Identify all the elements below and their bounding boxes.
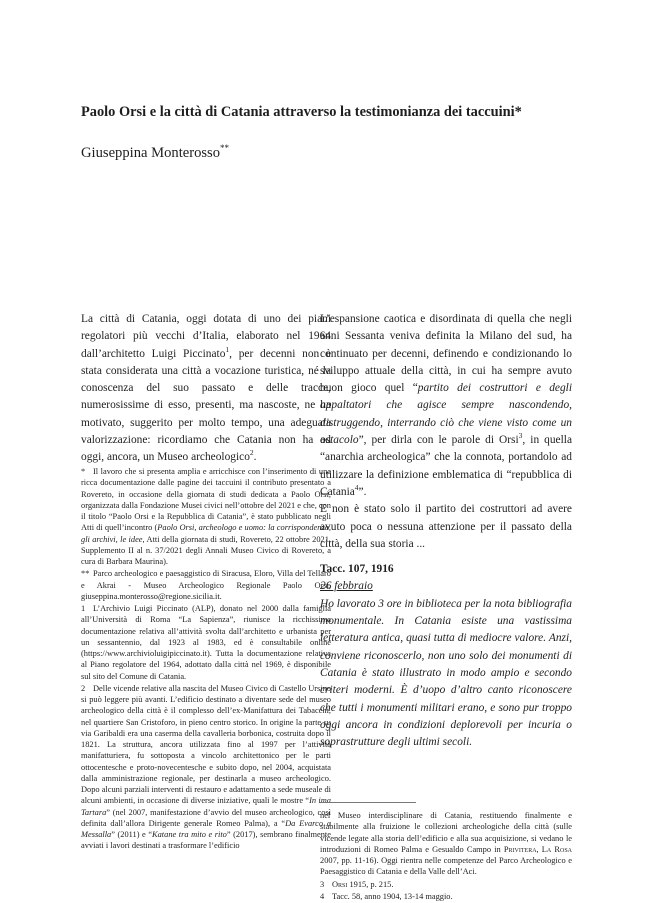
footnote-mark: 4 bbox=[320, 891, 325, 901]
body-paragraph: E non è stato solo il partito dei costruttori ad avere avuto poca o nessuna attenzione per il passato della città, della sua storia ... bbox=[320, 503, 572, 550]
text-run: ” (nel 2007, manifestazione d’avvio del museo archeologico, così definita dall’allora Dirigente generale Romeo Palma), a “ bbox=[81, 807, 331, 828]
text-run: Parco archeologico e paesaggistico di Siracusa, Eloro, Villa del Tellaro e Akrai - Museo Archeologico Regionale Paolo Orsi, giuseppina.monterosso@regione.sicilia.it. bbox=[81, 569, 331, 601]
italic-title: Paolo Orsi, archeologo e uomo: la corrispondenza, gli archivi, le idee bbox=[81, 523, 331, 544]
footnote-2 bbox=[81, 683, 331, 852]
text-run: ”, per dirla con le parole di Orsi bbox=[358, 434, 519, 447]
paper-title: Paolo Orsi e la città di Catania attraverso la testimonianza dei taccuini* bbox=[81, 104, 522, 120]
text-run: ”. bbox=[358, 485, 367, 498]
text-run: ” (2017), sembrano finalmente avviati i lavori destinati a trasformare l’edificio bbox=[81, 830, 331, 851]
footnote-ref-4[interactable]: 4 bbox=[354, 483, 359, 493]
footnote-mark: * bbox=[81, 467, 86, 476]
body-column-left bbox=[81, 311, 331, 467]
italic-title: In ima Tartara bbox=[81, 796, 331, 817]
text-run: , in quella “anarchia archeologica” che la connota, portandolo ad utilizzare la definizione emblematica di “repubblica di Catania bbox=[320, 434, 572, 498]
text-run: L’Archivio Luigi Piccinato (ALP), donato nel 2000 dalla famiglia all’Università di Roma “La Sapienza”, riunisce la ricchissima documentazione relativa all’attività svolta dall’architetto e urbanista per un sessantennio, dal 1923 al 1983, ed è consultabile online (https://www.archivioluigipiccinato.it). Tutta la documentazione relativa al Piano regolatore del 1964, adottato dalla città nel 1969, è disponibile sul sito del Comune di Catania. bbox=[81, 604, 331, 681]
footnotes-left bbox=[81, 466, 331, 853]
footnote-1 bbox=[81, 603, 331, 682]
text-run: . bbox=[253, 451, 257, 464]
footnote-star bbox=[81, 466, 331, 567]
footnote-2-continued bbox=[320, 810, 572, 878]
text-run: La città di Catania, oggi dotata di uno dei piani regolatori più vecchi d’Italia, elaborato nel 1964 dall’architetto Luigi Piccinato bbox=[81, 313, 331, 360]
italic-title: Da Evarco a Messalla bbox=[81, 818, 332, 839]
author-text: Giuseppina Monterosso bbox=[81, 145, 221, 161]
footnotes-right bbox=[320, 810, 572, 903]
text-run: 1915, p. 215. bbox=[347, 879, 394, 889]
footnote-ref-3[interactable]: 3 bbox=[518, 431, 523, 441]
footnote-double-star bbox=[81, 568, 331, 602]
cited-author: Orsi bbox=[332, 879, 348, 889]
footnote-mark: 2 bbox=[81, 683, 86, 693]
body-column-right bbox=[320, 311, 572, 751]
footnote-4 bbox=[320, 891, 572, 902]
footnote-mark: 1 bbox=[81, 604, 86, 613]
cited-authors: Privitera, La Rosa bbox=[503, 844, 572, 854]
body-paragraph bbox=[320, 311, 572, 501]
footnote-separator bbox=[320, 802, 416, 803]
notebook-entry-text: Ho lavorato 3 ore in biblioteca per la nota bibliografia monumentale. In Catania esiste una vastissima letteratura antica, quasi tutta di mediocre valore. Anzi, conviene riconoscerlo, non uno solo dei monumenti di Catania è stato illustrato in modo ampio e secondo criteri moderni. È d’uopo d’altro canto riconoscere che tutti i monumenti militari erano, e sono pur troppo oggi ancora in condizioni deplorevoli per incuria o soprastrutture degli ultimi secoli. bbox=[320, 597, 572, 749]
footnote-mark: 3 bbox=[320, 879, 325, 889]
notebook-entry-date: 26 febbraio bbox=[320, 580, 373, 593]
author-footnote-mark: ** bbox=[220, 143, 230, 154]
footnote-3 bbox=[320, 879, 572, 890]
text-run: 2007, pp. 11-16). Oggi rientra nelle competenze del Parco Archeologico e Paesaggistico di Catania e della Valle dell’Aci. bbox=[320, 856, 572, 877]
text-run: , per decenni non è stata considerata una città a vocazione turistica, né la conoscenza del suo passato e delle tracce, numerosissime di esso, presenti, ma nascoste, ne ha motivato, suggerito per molto tempo, una adeguata valorizzazione: ricordiamo che Catania non ha ad oggi, ancora, un Museo archeologico bbox=[81, 347, 331, 464]
text-run: L’espansione caotica e disordinata di quella che negli anni Sessanta veniva definita la Milano del sud, ha continuato per decenni, definendo e condizionando lo sviluppo attuale della città, in cui ha sempre avuto buon gioco quel “ bbox=[320, 313, 572, 395]
footnote-ref-1[interactable]: 1 bbox=[225, 344, 230, 354]
italic-title: Katane tra mito e rito bbox=[152, 830, 227, 839]
italic-quote: partito dei costruttori e degli appaltatori che agisce sempre nascondendo, distruggendo, interrando ciò che viene visto come un ostacolo bbox=[320, 382, 572, 447]
text-run: Tacc. 58, anno 1904, 13-14 maggio. bbox=[332, 891, 453, 901]
body-paragraph bbox=[81, 311, 331, 467]
footnote-ref-2[interactable]: 2 bbox=[249, 448, 254, 458]
notebook-entry-heading: Tacc. 107, 1916 bbox=[320, 563, 394, 576]
text-run: Delle vicende relative alla nascita del Museo Civico di Castello Ursino si può leggere più avanti. L’edificio destinato a diventare sede del museo archeologico della città è il complesso dell’ex-Manifattura dei Tabacchi, nel quartiere San Cristoforo, in pieno centro storico. In origine la parte su via Garibaldi era una caserma della cavalleria borbonica, costruita dopo il 1821. La struttura, ancora utilizzata fino al 1997 per l’attività manifatturiera, fu sottoposta a vincolo architettonico per le parti ottocentesche e proto-novecentesche e subito dopo, nel 2004, acquistata dalla amministrazione regionale, per destinarla a museo archeologico. Dopo alcuni parziali interventi di restauro e adattamento a sede museale di alcuni ambienti, in occasione di diverse iniziative, quali le mostre “ bbox=[81, 683, 331, 806]
footnote-mark: ** bbox=[81, 569, 90, 579]
author-name bbox=[81, 145, 229, 162]
text-run: ” (2011) e “ bbox=[111, 830, 153, 839]
text-run: , Atti della giornata di studi, Rovereto, 22 ottobre 2021, Supplemento II al n. 37/2021 degli Annali Museo Civico di Rovereto, a cura di Barbara Maurina). bbox=[81, 534, 331, 566]
text-run: nel Museo interdisciplinare di Catania, restituendo finalmente e stabilmente alla fruizione le collezioni archeologiche della città (sulle vicende legate alla storia dell’edificio e alla sua acquisizione, si vedano le introduzioni di Romeo Palma e Gesualdo Campo in bbox=[320, 811, 572, 854]
text-run: Il lavoro che si presenta amplia e arricchisce con l’inserimento di una ricca documentazione dalle pagine dei taccuini il contributo presentato a Rovereto, in occasione della giornata di studi dedicata a Paolo Orsi, organizzata dalla Fondazione Musei civici nell’ottobre del 2021 e che, con il titolo “Paolo Orsi e la Repubblica di Catania”, è stato pubblicato negli Atti di quell’incontro ( bbox=[81, 467, 331, 533]
